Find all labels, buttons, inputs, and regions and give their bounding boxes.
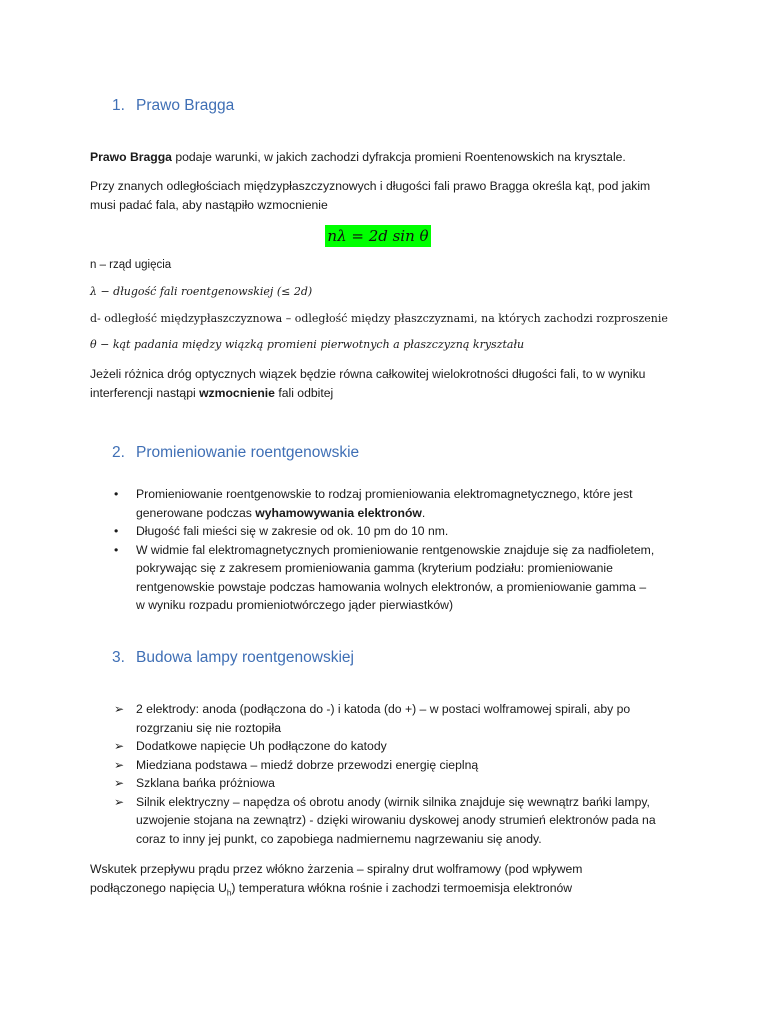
line: musi padać fala, aby nastąpiło wzmocnienie (90, 197, 328, 212)
bragg-formula: nλ = 2d sin θ (325, 225, 431, 247)
list-item (114, 700, 656, 737)
line: uzwojenie stojana na zewnątrz) - dzięki wirowaniu dyskowej anody strumień elektronów pada na (136, 813, 656, 827)
line: Szklana bańka próżniowa (136, 776, 275, 790)
line: 2 elektrody: anoda (podłączona do -) i katoda (do +) – w postaci wolframowej spirali, aby po (136, 702, 631, 716)
arrow-bullet-icon: ➢ (114, 776, 125, 790)
list-item (114, 793, 656, 849)
line: Promieniowanie roentgenowskie to rodzaj promieniowania elektromagnetycznego, które jest (136, 487, 633, 501)
bold-term: Prawo Bragga (90, 150, 172, 164)
line (90, 879, 690, 903)
text: fali odbitej (274, 385, 334, 400)
closing-paragraph (90, 860, 690, 902)
line: coraz to inny jej punkt, co zapobiega nadmiernemu nagrzewaniu się anody. (136, 831, 542, 846)
definition-n: n – rząd ugięcia (90, 259, 172, 271)
list-item (114, 774, 656, 793)
text: . (421, 505, 426, 520)
line: Miedziana podstawa – miedź dobrze przewodzi energię cieplną (136, 757, 479, 772)
line: Przy znanych odległościach międzypłaszczyznowych i długości fali prawo Bragga określa kąt, pod jakim (90, 179, 651, 193)
list-item (114, 522, 654, 541)
bragg-intro (90, 148, 690, 167)
line: pokrywając się z zakresem promieniowania gamma (kryterium podziału: promieniowanie (136, 561, 613, 575)
line: Jeżeli różnica dróg optycznych wiązek będzie równa całkowitej wielokrotności długości fali, to w wyniku (90, 367, 646, 381)
interference-paragraph (90, 365, 690, 402)
subscript: h (226, 887, 232, 897)
definition-theta: θ − kąt padania między wiązką promieni pierwotnych a płaszczyzną kryształu (90, 338, 525, 351)
lamp-arrow-list (114, 700, 656, 848)
text: podłączonego napięcia U (90, 880, 227, 895)
arrow-bullet-icon: ➢ (114, 757, 125, 772)
definition-lambda: λ − długość fali roentgenowskiej (≤ 2d) (90, 285, 313, 298)
bragg-paragraph (90, 177, 690, 214)
line (136, 504, 654, 523)
bullet-icon: • (114, 487, 119, 501)
definition-d: d- odległość międzypłaszczyznowa – odległość między płaszczyznami, na których zachodzi rozproszenie (90, 312, 668, 325)
arrow-bullet-icon: ➢ (114, 794, 125, 809)
line: Wskutek przepływu prądu przez włókno żarzenia – spiralny drut wolframowy (pod wpływem (90, 862, 583, 876)
arrow-bullet-icon: ➢ (114, 739, 125, 753)
list-item (114, 485, 654, 522)
line: Długość fali mieści się w zakresie od ok. 10 pm do 10 nm. (136, 524, 449, 538)
bold-term: wyhamowywania elektronów (255, 505, 422, 520)
section-title: Promieniowanie roentgenowskie (136, 444, 360, 461)
xray-bullet-list (114, 485, 654, 615)
list-item (114, 737, 656, 756)
line: rozgrzaniu się nie roztopiła (136, 720, 281, 735)
line: W widmie fal elektromagnetycznych promieniowanie rentgenowskie znajduje się za nadfioletem, (136, 542, 655, 557)
line: Silnik elektryczny – napędza oś obrotu anody (wirnik silnika znajduje się wewnątrz bańki lampy, (136, 794, 650, 809)
line: rentgenowskie powstaje podczas hamowania wolnych elektronów, a promieniowanie gamma – (136, 579, 647, 594)
list-item (114, 756, 656, 775)
bullet-icon: • (114, 542, 119, 557)
text: interferencji nastąpi (90, 385, 200, 400)
line (90, 384, 690, 403)
section-number: 3. (112, 649, 125, 666)
bold-term: wzmocnienie (199, 385, 275, 400)
section-title: Prawo Bragga (136, 97, 235, 114)
section-heading-1 (112, 97, 234, 115)
bullet-icon: • (114, 524, 119, 538)
text: podaje warunki, w jakich zachodzi dyfrakcja promieni Roentenowskich na krysztale. (171, 150, 626, 164)
text: generowane podczas (136, 505, 256, 520)
list-item (114, 541, 654, 615)
arrow-bullet-icon: ➢ (114, 702, 125, 716)
section-heading-2 (112, 444, 359, 462)
line: Dodatkowe napięcie Uh podłączone do katody (136, 739, 387, 753)
text: ) temperatura włókna rośnie i zachodzi termoemisja elektronów (231, 880, 573, 895)
section-heading-3 (112, 649, 354, 667)
section-number: 1. (112, 97, 125, 114)
section-number: 2. (112, 444, 125, 461)
line: w wyniku rozpadu promieniotwórczego jąder pierwiastków) (136, 598, 454, 612)
section-title: Budowa lampy roentgenowskiej (136, 649, 354, 666)
